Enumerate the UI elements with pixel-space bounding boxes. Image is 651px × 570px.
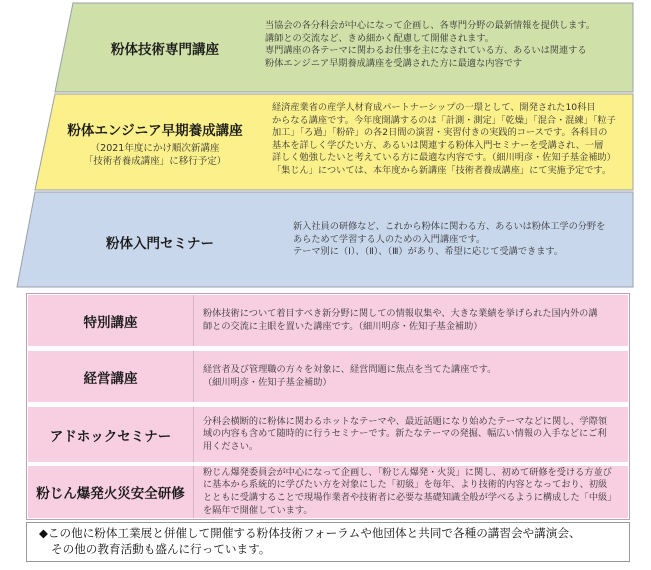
note-line: ◆この他に粉体工業展と併催して開催する粉体技術フォーラムや他団体と共同で各種の講習会や講演会、 [39, 526, 581, 540]
tier-advanced-description: 当協会の各分科会が中心になって企画し、各専門分野の最新情報を提供します。 講師との交流など、きめ細かく配慮して開催されます。 専門講座の各テーマに関わるお仕事を主になされている方、あるいは関連する 粉体エンジニア早期養成講座を受講された方に最適な内容です [265, 20, 596, 69]
course-row-special [28, 295, 628, 346]
course-label: 粉じん爆発火災安全研修 [28, 466, 194, 518]
course-description: 経営者及び管理職の方々を対象に、経営問題に焦点を当てた講座です。 （細川明彦・佐知子基金補助） [203, 363, 497, 388]
tier-early-title: 粉体エンジニア早期養成講座 [67, 123, 243, 139]
course-description: 分科会横断的に粉体に関わるホットなテーマや、最近話題になり始めたテーマなどに関し、学際領 域の内容も含めて随時的に行うセミナーです。新たなテーマの発掘、幅広い情報の入手などにご利 用ください。 [203, 415, 608, 452]
course-label: アドホックセミナー [28, 407, 194, 462]
course-row-dust-explosion [28, 466, 628, 518]
tier-early-subtitle: （2021年度にかけ順次新講座 「技術者養成講座」に移行予定） [83, 143, 227, 167]
course-label: 特別講座 [28, 295, 194, 346]
note-line: その他の教育活動も盛んに行っています。 [51, 542, 271, 556]
tier-advanced-title: 粉体技術専門講座 [111, 42, 219, 58]
course-label: 経営講座 [28, 351, 194, 402]
other-courses-panel [26, 293, 630, 520]
other-activities-note [26, 522, 630, 562]
course-description: 粉体技術について着目すべき新分野に関しての情報収集や、大きな業績を挙げられた国内外の講 師との交流に主眼を置いた講座です。（細川明彦・佐知子基金補助） [203, 307, 598, 332]
tier-early-description: 経済産業省の産学人材育成パートナーシップの一環として、開発された10科目 からなる講座です。今年度開講するのは「計測・測定」「乾燥」「混合・混練」「粒子 加工」「ろ過」「粉砕」の各2日間の演習・実習付きの実践的コースです。各科目の 基本を詳しく学びたい方、あるいは関連する粉体入門セミナーを受講され、一層 詳しく勉強したいと考えている方に最適な内容です。（細川明彦・佐知子基金補助） 「集じん」については、本年度から新講座「技術者養成講座」にて実施予定です。 [272, 102, 616, 176]
tier-intro-title: 粉体入門セミナー [106, 236, 214, 252]
tier-intro-description: 新入社員の研修など、これから粉体に関わる方、あるいは粉体工学の分野を あらためて学習する人のための入門講座です。 テーマ別に（Ⅰ）、（Ⅱ）、（Ⅲ）があり、希望に応じて受講できます。 [293, 221, 606, 258]
course-row-adhoc [28, 407, 628, 462]
course-description: 粉じん爆発委員会が中心になって企画し、「粉じん爆発・火災」に関し、初めて研修を受ける方並び に基本から系統的に学びたい方を対象にした「初級」を毎年、より技術的内容となっており、初級 とともに受講することで現場作業者や技術者に必要な基礎知識全般が学べるように構成した「中級」 を隔年で開催しています。 [203, 466, 617, 516]
course-row-management [28, 351, 628, 402]
